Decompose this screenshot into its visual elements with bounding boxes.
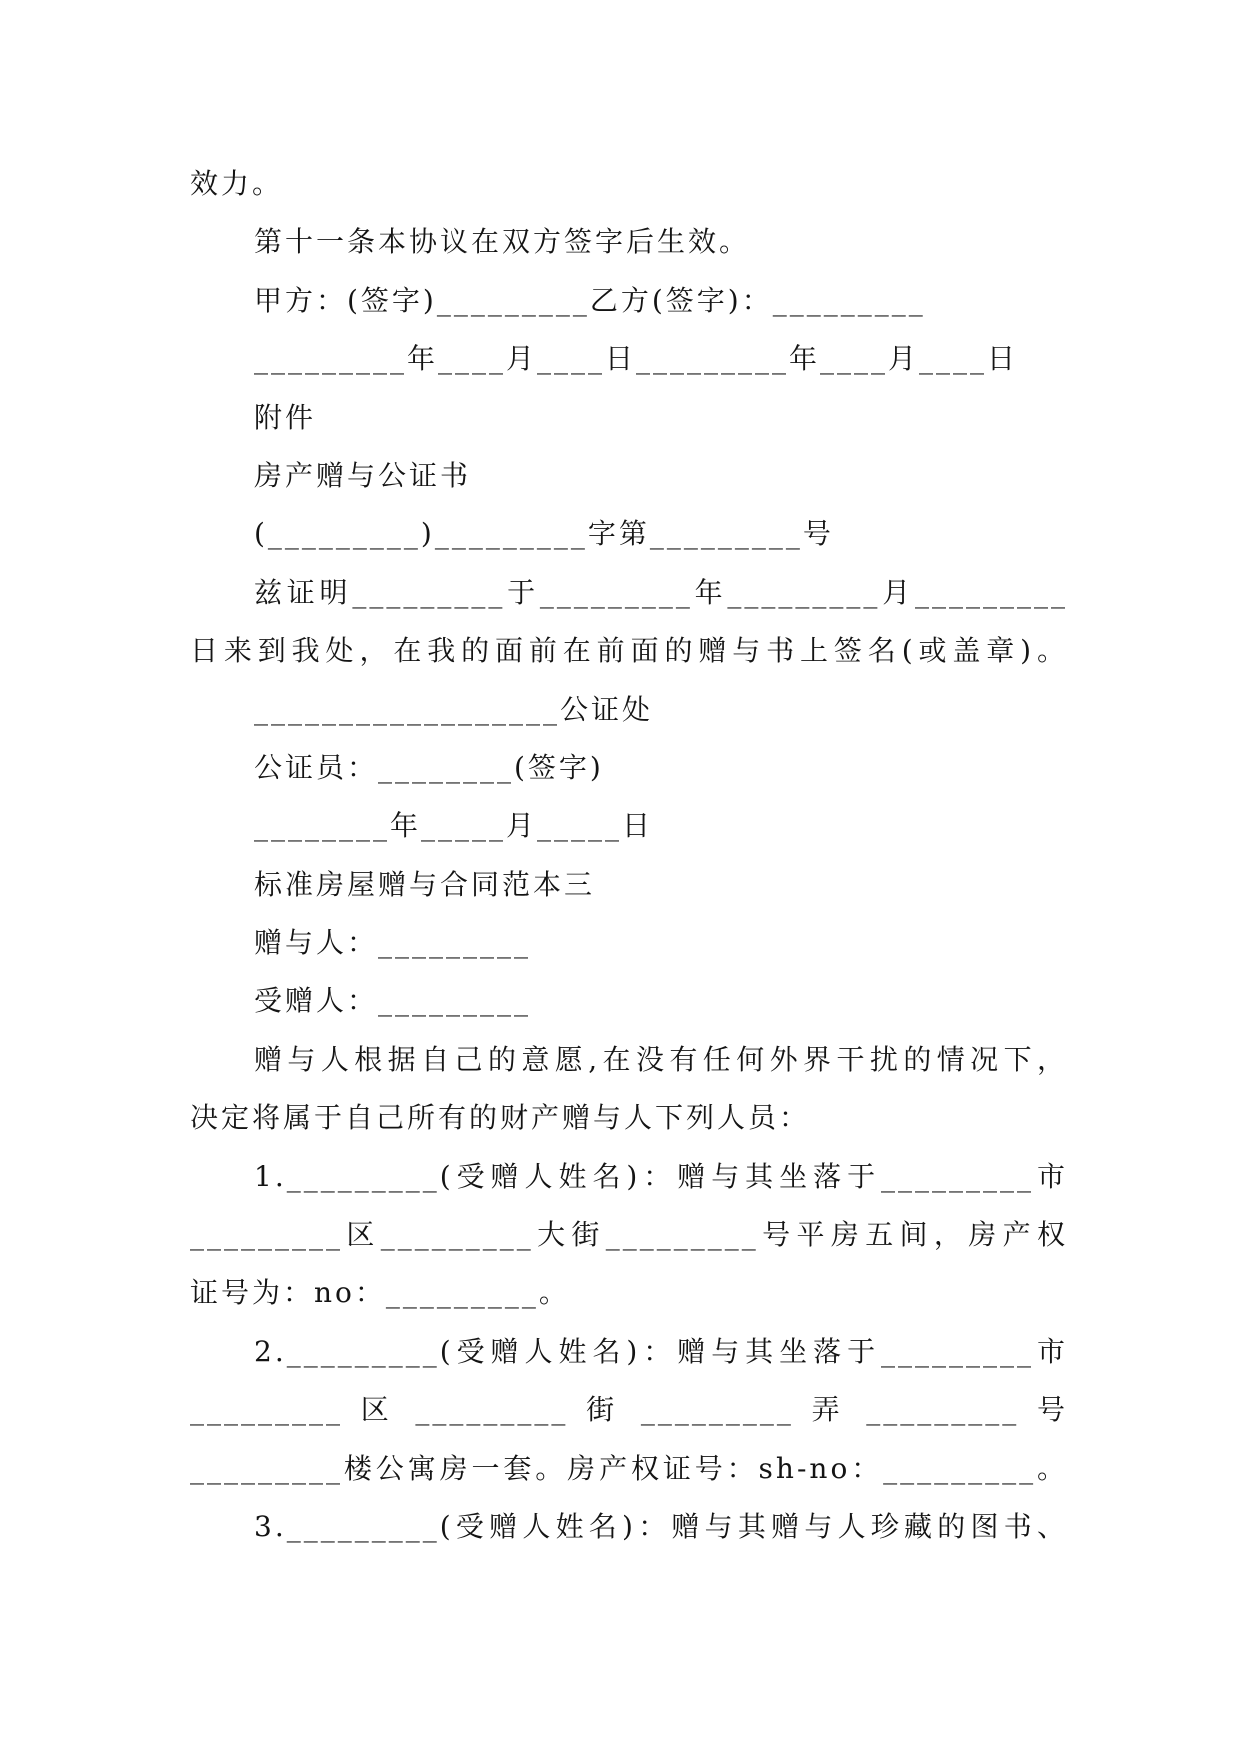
- signature-date-line: _________年____月____日_________年____月____日: [254, 342, 1019, 376]
- gift-item-line: _________区_________大街_________号平房五间，房产权: [190, 1218, 1068, 1252]
- certificate-number-line: (_________)_________字第_________号: [254, 517, 834, 551]
- gift-item-line: 3._________(受赠人姓名)：赠与其赠与人珍藏的图书、: [254, 1509, 1068, 1543]
- notary-certificate-title: 房产赠与公证书: [254, 458, 472, 492]
- document-body: [190, 155, 1068, 1556]
- notary-office-line: __________________公证处: [254, 692, 654, 726]
- contract-sample-title: 标准房屋赠与合同范本三: [254, 867, 596, 901]
- intro-line: 赠与人根据自己的意愿,在没有任何外界干扰的情况下，: [254, 1042, 1068, 1076]
- signature-line: 甲方：(签字)_________乙方(签字)：_________: [254, 283, 926, 317]
- intro-line: 决定将属于自己所有的财产赠与人下列人员：: [190, 1101, 811, 1135]
- clause-11: 第十一条本协议在双方签字后生效。: [254, 225, 751, 259]
- continuation-text: 效力。: [190, 167, 284, 200]
- notary-date-line: ________年_____月_____日: [254, 809, 654, 843]
- donor-line: 赠与人：_________: [254, 926, 532, 960]
- gift-item-line: _________ 区 _________ 街 _________ 弄 _________ 号: [190, 1393, 1068, 1427]
- gift-item-line: 1._________(受赠人姓名)：赠与其坐落于_________市: [254, 1159, 1068, 1193]
- notary-officer-line: 公证员：________(签字): [254, 750, 604, 784]
- gift-item-line: _________楼公寓房一套。房产权证号：sh-no：_________。: [190, 1451, 1068, 1485]
- gift-item-line: 证号为：no：_________。: [190, 1276, 570, 1310]
- donee-line: 受赠人：_________: [254, 984, 532, 1018]
- attachment-label: 附件: [254, 400, 317, 434]
- gift-item-line: 2._________(受赠人姓名)：赠与其坐落于_________市: [254, 1334, 1068, 1368]
- certification-line: 兹证明_________于_________年_________月_________: [254, 575, 1068, 609]
- certification-line: 日来到我处，在我的面前在前面的赠与书上签名(或盖章)。: [190, 634, 1068, 668]
